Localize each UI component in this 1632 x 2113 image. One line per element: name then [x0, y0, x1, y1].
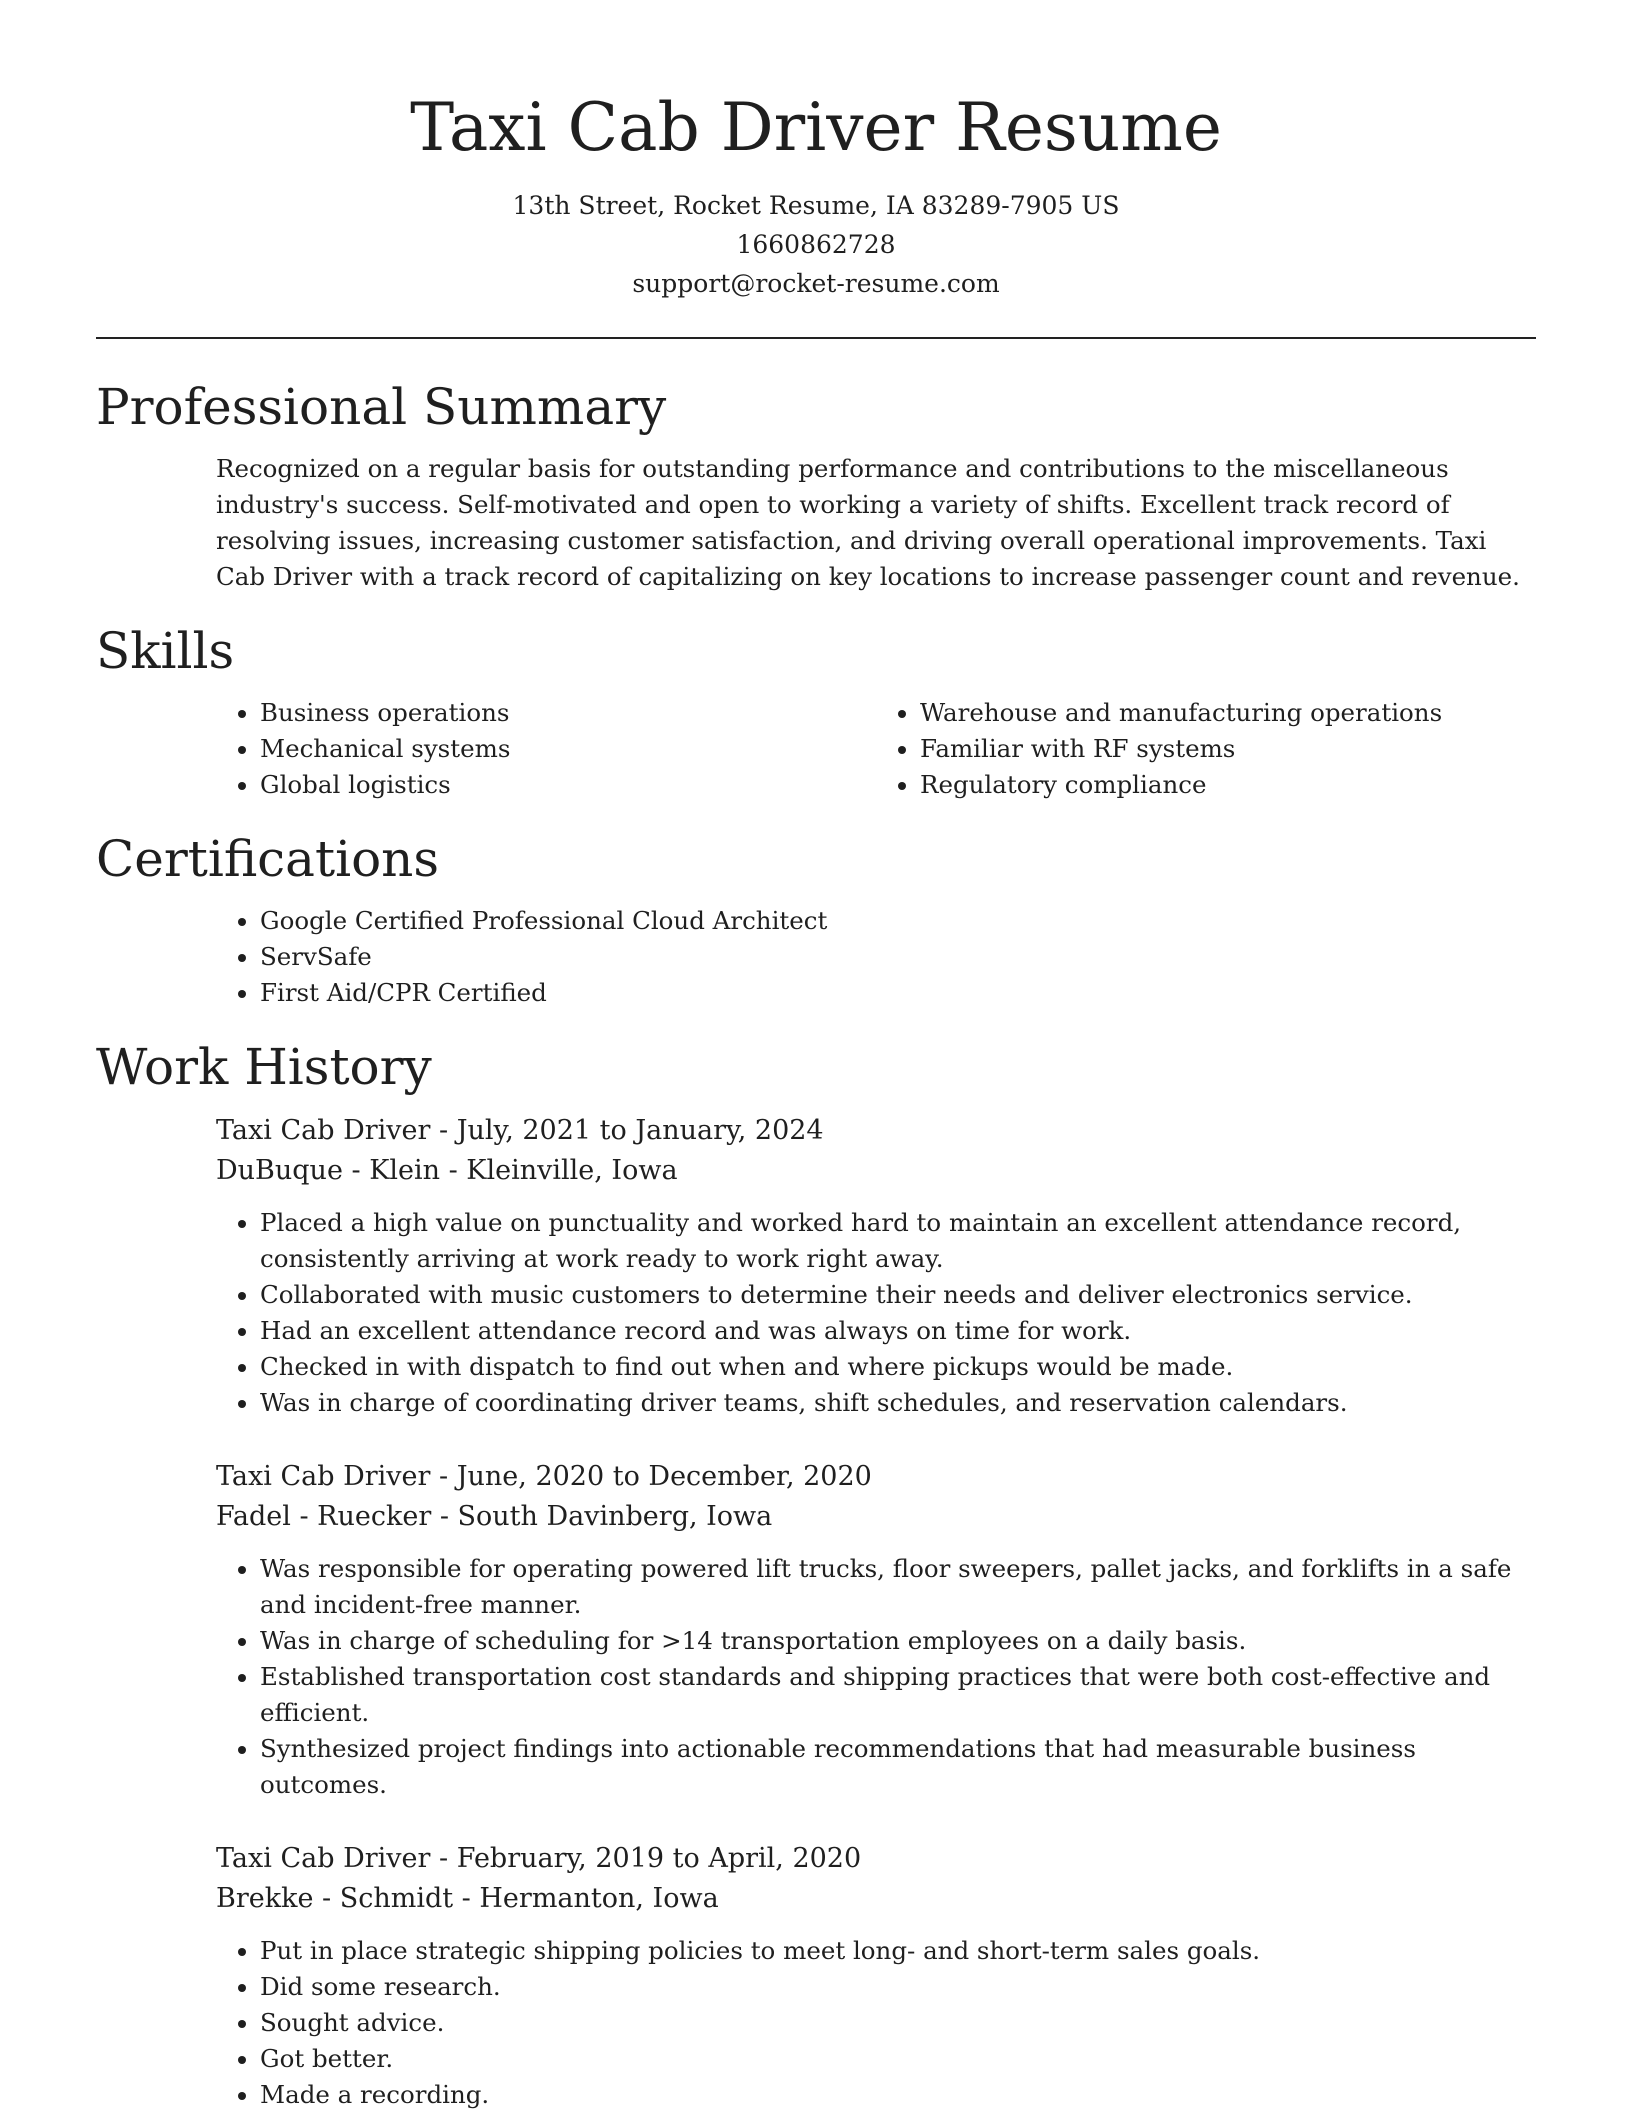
job-bullet: • Checked in with dispatch to find out when and where pickups would be made.	[260, 1349, 1536, 1385]
skills-heading: Skills	[96, 622, 235, 680]
job-entry	[216, 1457, 1536, 1803]
skill-item: • Warehouse and manufacturing operations	[920, 695, 1536, 731]
skills-section	[96, 621, 1536, 803]
contact-phone: 1660862728	[736, 230, 896, 259]
summary-text: Recognized on a regular basis for outstanding performance and contributions to the miscellaneous industry's success. Self-motivated and open to working a variety of shifts. Excellent track record of resolving issues, increasing customer satisfaction, and driving overall operational improvements. Taxi Cab Driver with a track record of capitalizing on key locations to increase passenger count and revenue.	[216, 454, 1520, 591]
job-entry	[216, 1839, 1536, 2113]
resume-title: Taxi Cab Driver Resume	[410, 89, 1222, 166]
contact-address: 13th Street, Rocket Resume, IA 83289-7905 US	[512, 191, 1120, 220]
job-title-line: Taxi Cab Driver - June, 2020 to December, 2020	[216, 1461, 872, 1492]
resume-header	[96, 0, 1536, 303]
contact-email: support@rocket-resume.com	[632, 269, 1000, 298]
job-entry	[216, 1111, 1536, 1421]
job-bullet: • Was in charge of scheduling for >14 transportation employees on a daily basis.	[260, 1623, 1536, 1659]
job-bullet: • Did some research.	[260, 1969, 1536, 2005]
header-divider	[96, 337, 1536, 339]
skill-item: • Regulatory compliance	[920, 767, 1536, 803]
job-bullet: • Was responsible for operating powered lift trucks, floor sweepers, pallet jacks, and forklifts in a safe and incident-free manner.	[260, 1551, 1536, 1623]
job-bullet: • Collaborated with music customers to determine their needs and deliver electronics service.	[260, 1277, 1536, 1313]
job-company-line: Brekke - Schmidt - Hermanton, Iowa	[216, 1883, 719, 1914]
certification-item: • Google Certified Professional Cloud Architect	[260, 903, 1536, 939]
job-bullets	[216, 1551, 1536, 1803]
skill-item: • Global logistics	[260, 767, 876, 803]
job-title-line: Taxi Cab Driver - July, 2021 to January, 2024	[216, 1115, 824, 1146]
skill-item: • Familiar with RF systems	[920, 731, 1536, 767]
contact-block	[96, 186, 1536, 303]
job-bullet: • Got better.	[260, 2041, 1536, 2077]
job-company-line: DuBuque - Klein - Kleinville, Iowa	[216, 1155, 678, 1186]
skills-list-right	[876, 695, 1536, 803]
resume-page	[96, 0, 1536, 2113]
work-history-heading: Work History	[96, 1038, 432, 1096]
certification-item: • ServSafe	[260, 939, 1536, 975]
job-bullet: • Made a recording.	[260, 2077, 1536, 2113]
skill-item: • Mechanical systems	[260, 731, 876, 767]
job-bullet: • Sought advice.	[260, 2005, 1536, 2041]
job-bullet: • Placed a high value on punctuality and worked hard to maintain an excellent attendance record, consistently arriving at work ready to work right away.	[260, 1205, 1536, 1277]
certifications-heading: Certifications	[96, 830, 440, 888]
job-bullet: • Had an excellent attendance record and was always on time for work.	[260, 1313, 1536, 1349]
skill-item: • Business operations	[260, 695, 876, 731]
job-bullet: • Was in charge of coordinating driver teams, shift schedules, and reservation calendars.	[260, 1385, 1536, 1421]
job-bullets	[216, 1205, 1536, 1421]
job-company-line: Fadel - Ruecker - South Davinberg, Iowa	[216, 1501, 773, 1532]
skills-grid	[216, 695, 1536, 803]
job-bullet: • Put in place strategic shipping policies to meet long- and short-term sales goals.	[260, 1933, 1536, 1969]
skills-list-left	[216, 695, 876, 803]
summary-heading: Professional Summary	[96, 378, 667, 436]
certification-item: • First Aid/CPR Certified	[260, 975, 1536, 1011]
job-bullet: • Established transportation cost standards and shipping practices that were both cost-effective and efficient.	[260, 1659, 1536, 1731]
certifications-list	[216, 903, 1536, 1011]
job-bullets	[216, 1933, 1536, 2113]
job-title-line: Taxi Cab Driver - February, 2019 to April, 2020	[216, 1843, 862, 1874]
work-history-section	[96, 1037, 1536, 2113]
job-bullet: • Synthesized project findings into actionable recommendations that had measurable business outcomes.	[260, 1731, 1536, 1803]
certifications-section	[96, 829, 1536, 1011]
summary-section	[96, 377, 1536, 595]
